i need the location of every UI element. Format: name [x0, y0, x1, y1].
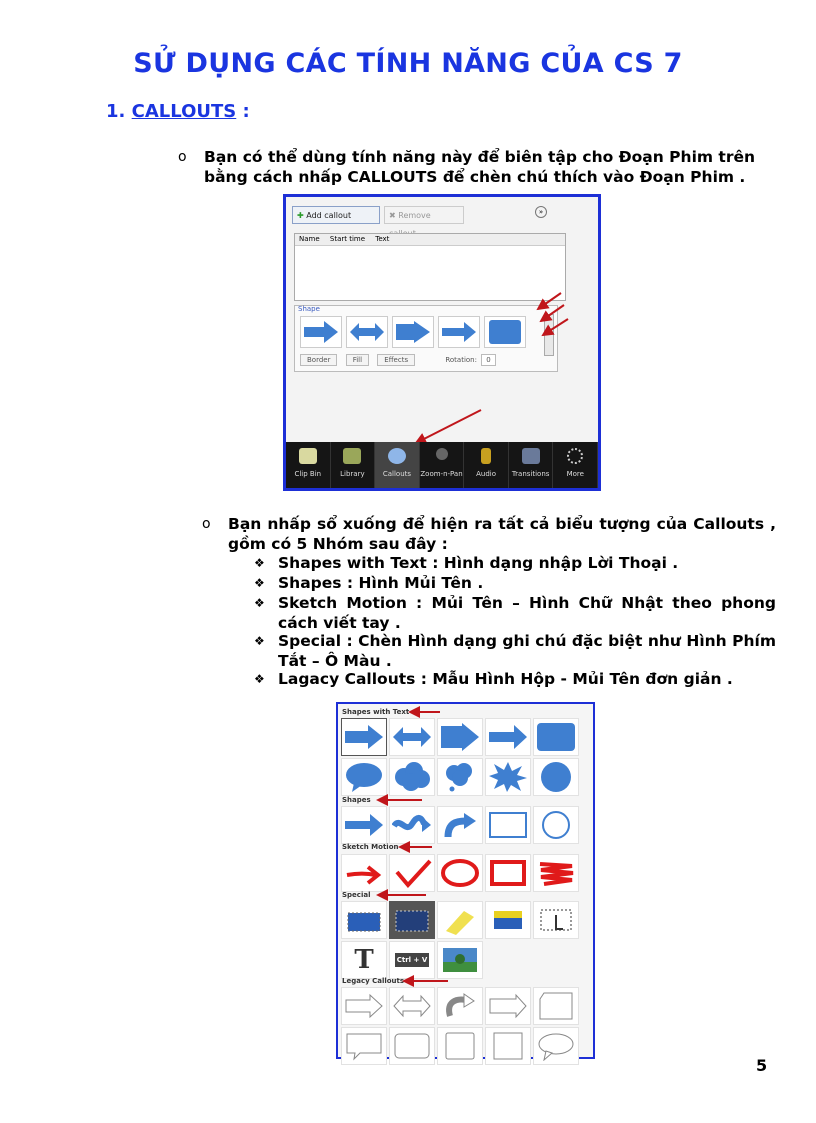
intro-text: Bạn có thể dùng tính năng này để biên tập cho Đoạn Phim trên bằng cách nhấp CALLOUTS để chèn chú thích vào Đoạn Phim . [204, 148, 756, 186]
list-item [254, 631, 776, 671]
add-callout-label: Add callout [306, 211, 352, 220]
tab-label: Clip Bin [294, 470, 322, 478]
clip-bin-icon [299, 448, 317, 464]
transitions-icon [522, 448, 540, 464]
tab-more[interactable] [553, 442, 598, 488]
keystroke-label: Ctrl + V [395, 953, 430, 967]
tab-label: Transitions [511, 470, 550, 478]
column-text: Text [375, 235, 390, 243]
section-sketch-motion: Sketch Motion [342, 843, 399, 851]
list-item-text: Shapes with Text : Hình dạng nhập Lời Thoại . [278, 554, 679, 572]
diamond-icon: ❖ [254, 556, 265, 570]
section-pointer-arrows [338, 704, 593, 1057]
section-heading [106, 101, 250, 122]
list-item-text: Lagacy Callouts : Mẫu Hình Hộp - Mủi Tên đơn giản . [278, 670, 733, 688]
shape-label: Shape [298, 305, 320, 313]
list-item [254, 669, 776, 689]
tab-callouts[interactable] [375, 442, 420, 488]
column-start-time: Start time [329, 235, 366, 243]
border-dropdown[interactable]: Border [300, 354, 337, 366]
groups-paragraph [202, 514, 776, 554]
special-text[interactable]: T [341, 941, 387, 979]
tab-label: Zoom-n-Pan [420, 470, 463, 478]
list-item-text: Sketch Motion : Mủi Tên – Hình Chữ Nhật theo phong cách viết tay . [278, 594, 776, 632]
section-shapes-with-text: Shapes with Text [342, 708, 410, 716]
collapse-icon[interactable]: » [535, 206, 547, 218]
fill-dropdown[interactable]: Fill [346, 354, 369, 366]
more-icon [567, 448, 583, 464]
section-suffix: : [236, 101, 250, 122]
tab-label: Callouts [382, 470, 412, 478]
section-shapes: Shapes [342, 796, 371, 804]
zoom-icon [436, 448, 448, 460]
list-item [254, 573, 776, 593]
callouts-gallery-screenshot [336, 702, 595, 1059]
remove-icon: ✖ [389, 211, 396, 220]
groups-text: Bạn nhấp sổ xuống để hiện ra tất cả biểu tượng của Callouts , gồm có 5 Nhóm sau đây : [228, 515, 776, 553]
library-icon [343, 448, 361, 464]
tab-label: Library [340, 470, 365, 478]
list-item-text: Special : Chèn Hình dạng ghi chú đặc biệt như Hình Phím Tắt – Ô Màu . [278, 632, 776, 670]
plus-icon: ✚ [297, 211, 304, 220]
diamond-icon: ❖ [254, 672, 265, 686]
section-legacy-callouts: Legacy Callouts [342, 977, 405, 985]
tab-clip-bin[interactable] [286, 442, 331, 488]
section-number: 1. [106, 101, 126, 122]
audio-icon [481, 448, 491, 464]
callouts-panel-screenshot [283, 194, 601, 491]
list-item [254, 593, 776, 633]
diamond-icon: ❖ [254, 596, 265, 610]
tab-label: Audio [476, 470, 497, 478]
list-item [254, 553, 776, 573]
diamond-icon: ❖ [254, 576, 265, 590]
column-name: Name [299, 235, 320, 243]
tab-zoom-n-pan[interactable] [420, 442, 465, 488]
rotation-input[interactable]: 0 [481, 354, 495, 366]
callouts-icon [388, 448, 406, 464]
effects-dropdown[interactable]: Effects [377, 354, 415, 366]
bottom-tab-bar [286, 442, 598, 488]
bullet-marker: o [202, 516, 211, 532]
tab-transitions[interactable] [509, 442, 554, 488]
page-title: SỬ DỤNG CÁC TÍNH NĂNG CỦA CS 7 [133, 48, 683, 79]
diamond-icon: ❖ [254, 634, 265, 648]
section-name: CALLOUTS [131, 101, 237, 122]
intro-paragraph [178, 147, 778, 187]
page-number: 5 [756, 1056, 768, 1075]
section-special: Special [342, 891, 371, 899]
tab-library[interactable] [331, 442, 376, 488]
remove-callout-label: Remove [398, 211, 431, 220]
rotation-label: Rotation: [445, 356, 477, 364]
tab-audio[interactable] [464, 442, 509, 488]
list-item-text: Shapes : Hình Mủi Tên . [278, 574, 484, 592]
tab-label: More [566, 470, 584, 478]
bullet-marker: o [178, 149, 187, 165]
